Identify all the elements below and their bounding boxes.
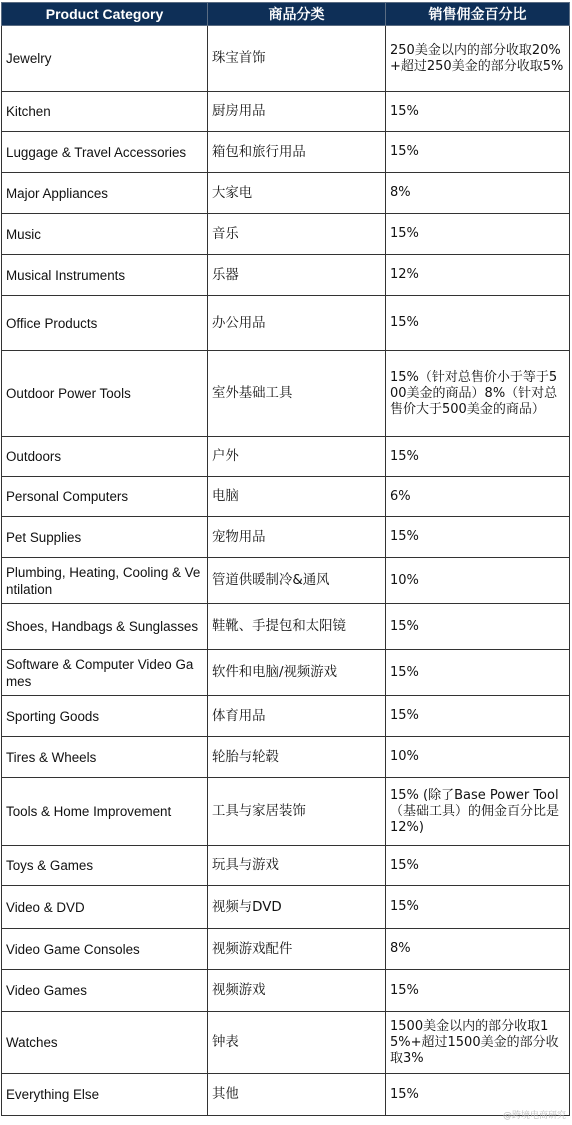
table-row [2, 437, 570, 477]
category-cn-cell: 管道供暖制冷&通风 [208, 558, 386, 604]
category-en-cell: Video Game Consoles [2, 929, 208, 970]
commission-rate-cell: 15% [386, 132, 570, 173]
commission-rate-cell: 15% [386, 886, 570, 929]
commission-rate-cell: 15% [386, 696, 570, 737]
table-row [2, 737, 570, 778]
category-cn-cell: 视频游戏配件 [208, 929, 386, 970]
category-en-cell: Kitchen [2, 92, 208, 132]
category-en-cell: Video Games [2, 970, 208, 1012]
table-row [2, 92, 570, 132]
category-cn-cell: 乐器 [208, 255, 386, 296]
category-cn-cell: 体育用品 [208, 696, 386, 737]
category-en-cell: Music [2, 214, 208, 255]
category-cn-cell: 宠物用品 [208, 517, 386, 558]
commission-rate-cell: 6% [386, 477, 570, 517]
table-row [2, 696, 570, 737]
commission-rate-cell: 15% [386, 517, 570, 558]
table-row [2, 778, 570, 846]
commission-rate-cell: 15% [386, 846, 570, 886]
commission-rate-cell: 15% [386, 1074, 570, 1116]
category-en-cell: Outdoor Power Tools [2, 351, 208, 437]
category-cn-cell: 鞋靴、手提包和太阳镜 [208, 604, 386, 650]
category-en-cell: Tools & Home Improvement [2, 778, 208, 846]
category-en-cell: Pet Supplies [2, 517, 208, 558]
category-en-cell: Sporting Goods [2, 696, 208, 737]
table-row [2, 214, 570, 255]
category-cn-cell: 钟表 [208, 1012, 386, 1074]
table-row [2, 132, 570, 173]
category-cn-cell: 大家电 [208, 173, 386, 214]
commission-rate-cell: 250美金以内的部分收取20%+超过250美金的部分收取5% [386, 26, 570, 92]
category-cn-cell: 其他 [208, 1074, 386, 1116]
category-en-cell: Watches [2, 1012, 208, 1074]
header-row [2, 3, 570, 26]
category-cn-cell: 工具与家居装饰 [208, 778, 386, 846]
commission-rate-cell: 8% [386, 173, 570, 214]
table-row [2, 650, 570, 696]
category-en-cell: Outdoors [2, 437, 208, 477]
commission-rate-cell: 15% [386, 437, 570, 477]
table-row [2, 604, 570, 650]
category-cn-cell: 箱包和旅行用品 [208, 132, 386, 173]
table-body [2, 26, 570, 1116]
commission-rate-cell: 15% [386, 296, 570, 351]
table-row [2, 846, 570, 886]
table-row [2, 255, 570, 296]
category-en-cell: Video & DVD [2, 886, 208, 929]
table-row [2, 173, 570, 214]
table-row [2, 296, 570, 351]
category-en-cell: Plumbing, Heating, Cooling & Ventilation [2, 558, 208, 604]
table-row [2, 970, 570, 1012]
category-en-cell: Luggage & Travel Accessories [2, 132, 208, 173]
category-cn-cell: 轮胎与轮毂 [208, 737, 386, 778]
category-cn-cell: 玩具与游戏 [208, 846, 386, 886]
commission-rate-cell: 8% [386, 929, 570, 970]
commission-rate-cell: 15% [386, 92, 570, 132]
commission-rate-cell: 15%（针对总售价小于等于500美金的商品）8%（针对总售价大于500美金的商品） [386, 351, 570, 437]
header-category-cn: 商品分类 [208, 3, 386, 26]
category-cn-cell: 视频与DVD [208, 886, 386, 929]
category-cn-cell: 室外基础工具 [208, 351, 386, 437]
commission-rate-cell: 15% [386, 650, 570, 696]
header-product-category: Product Category [2, 3, 208, 26]
header-commission-rate: 销售佣金百分比 [386, 3, 570, 26]
category-cn-cell: 办公用品 [208, 296, 386, 351]
table-row [2, 351, 570, 437]
category-cn-cell: 电脑 [208, 477, 386, 517]
category-en-cell: Personal Computers [2, 477, 208, 517]
category-cn-cell: 软件和电脑/视频游戏 [208, 650, 386, 696]
category-en-cell: Tires & Wheels [2, 737, 208, 778]
watermark: @跨境电商研究 [502, 1111, 566, 1121]
commission-rate-cell: 1500美金以内的部分收取15%+超过1500美金的部分收取3% [386, 1012, 570, 1074]
table-row [2, 1074, 570, 1116]
commission-rate-cell: 12% [386, 255, 570, 296]
category-en-cell: Shoes, Handbags & Sunglasses [2, 604, 208, 650]
category-cn-cell: 珠宝首饰 [208, 26, 386, 92]
table-row [2, 558, 570, 604]
category-cn-cell: 视频游戏 [208, 970, 386, 1012]
category-cn-cell: 厨房用品 [208, 92, 386, 132]
category-cn-cell: 音乐 [208, 214, 386, 255]
category-en-cell: Everything Else [2, 1074, 208, 1116]
table-row [2, 517, 570, 558]
table-row [2, 929, 570, 970]
category-en-cell: Jewelry [2, 26, 208, 92]
commission-rate-cell: 15% [386, 604, 570, 650]
commission-rate-cell: 15% [386, 214, 570, 255]
category-en-cell: Musical Instruments [2, 255, 208, 296]
table-row [2, 26, 570, 92]
table-row [2, 477, 570, 517]
commission-rate-cell: 15% [386, 970, 570, 1012]
category-en-cell: Major Appliances [2, 173, 208, 214]
category-en-cell: Toys & Games [2, 846, 208, 886]
table-row [2, 1012, 570, 1074]
commission-rate-cell: 10% [386, 737, 570, 778]
table-row [2, 886, 570, 929]
category-en-cell: Office Products [2, 296, 208, 351]
category-en-cell: Software & Computer Video Games [2, 650, 208, 696]
commission-rate-cell: 15% (除了Base Power Tool（基础工具）的佣金百分比是12%) [386, 778, 570, 846]
commission-table [1, 2, 570, 1116]
category-cn-cell: 户外 [208, 437, 386, 477]
commission-rate-cell: 10% [386, 558, 570, 604]
